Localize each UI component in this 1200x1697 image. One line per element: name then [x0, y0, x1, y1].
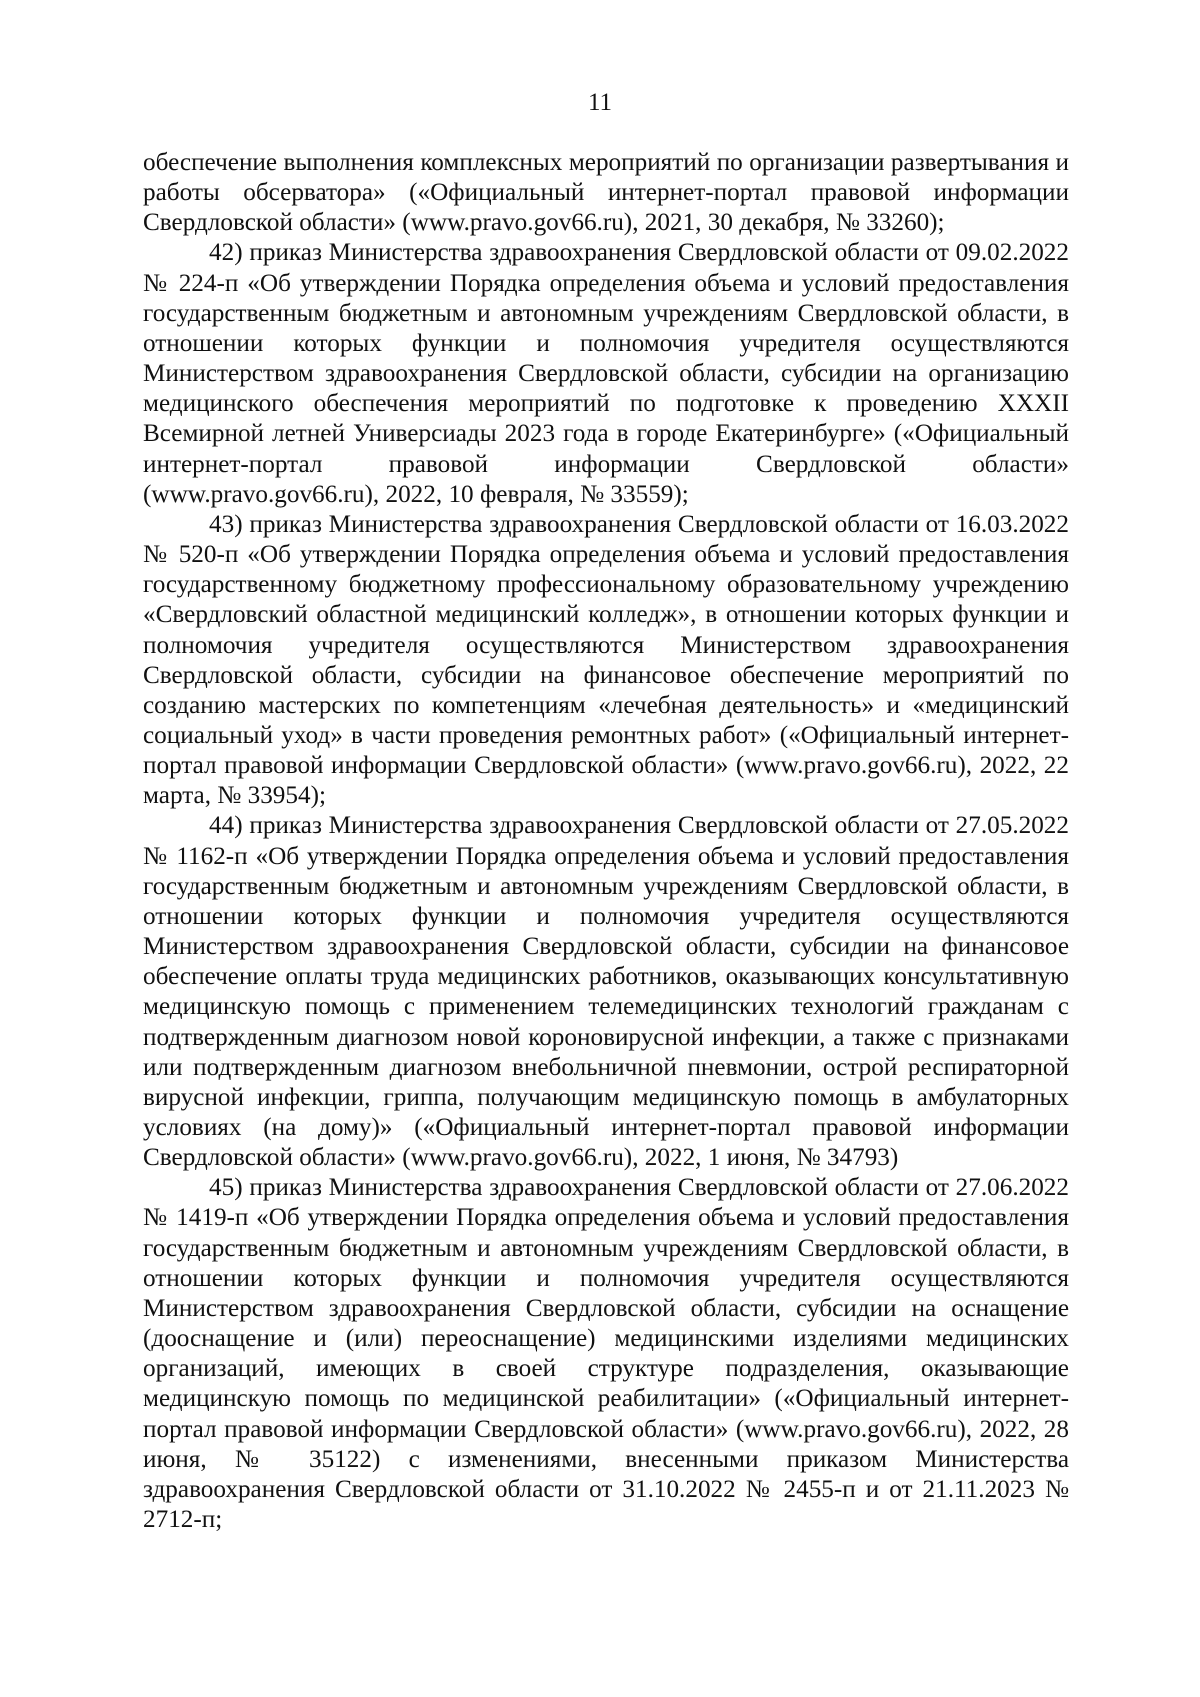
list-item-44: 44) приказ Министерства здравоохранения Свердловской области от 27.05.2022 № 1162-п «Об утверждении Порядка определения объема и условий предоставления государственным бюджетным и автономным учреждениям Свердловской области, в отношении которых функции и полномочия учредителя осуществляются Министерством здравоохранения Свердловской области, субсидии на финансовое обеспечение оплаты труда медицинских работников, оказывающих консультативную медицинскую помощь с применением телемедицинских технологий гражданам с подтвержденным диагнозом новой короновирусной инфекции, а также с признаками или подтвержденным диагнозом внебольничной пневмонии, острой респираторной вирусной инфекции, гриппа, получающим медицинскую помощь в амбулаторных условиях (на дому)» («Официальный интернет-портал правовой информации Свердловской области» (www.pravo.gov66.ru), 2022, 1 июня, № 34793) — [143, 812, 1069, 1172]
document-body — [143, 148, 1069, 1535]
list-item-45: 45) приказ Министерства здравоохранения Свердловской области от 27.06.2022 № 1419-п «Об утверждении Порядка определения объема и условий предоставления государственным бюджетным и автономным учреждениям Свердловской области, в отношении которых функции и полномочия учредителя осуществляются Министерством здравоохранения Свердловской области, субсидии на оснащение (дооснащение и (или) переоснащение) медицинскими изделиями медицинских организаций, имеющих в своей структуре подразделения, оказывающие медицинскую помощь по медицинской реабилитации» («Официальный интернет-портал правовой информации Свердловской области» (www.pravo.gov66.ru), 2022, 28 июня, № 35122) с изменениями, внесенными приказом Министерства здравоохранения Свердловской области от 31.10.2022 № 2455-п и от 21.11.2023 № 2712-п; — [143, 1174, 1069, 1534]
list-item-43: 43) приказ Министерства здравоохранения Свердловской области от 16.03.2022 № 520-п «Об утверждении Порядка определения объема и условий предоставления государственному бюджетному профессиональному образовательному учреждению «Свердловский областной медицинский колледж», в отношении которых функции и полномочия учредителя осуществляются Министерством здравоохранения Свердловской области, субсидии на финансовое обеспечение мероприятий по созданию мастерских по компетенциям «лечебная деятельность» и «медицинский социальный уход» в части проведения ремонтных работ» («Официальный интернет-портал правовой информации Свердловской области» (www.pravo.gov66.ru), 2022, 22 марта, № 33954); — [143, 510, 1069, 810]
page-number: 11 — [587, 89, 613, 116]
paragraph-continuation: обеспечение выполнения комплексных мероприятий по организации развертывания и работы обсерватора» («Официальный интернет-портал правовой информации Свердловской области» (www.pravo.gov66.ru), 2021, 30 декабря, № 33260); — [143, 149, 1069, 237]
list-item-42: 42) приказ Министерства здравоохранения Свердловской области от 09.02.2022 № 224-п «Об утверждении Порядка определения объема и условий предоставления государственным бюджетным и автономным учреждениям Свердловской области, в отношении которых функции и полномочия учредителя осуществляются Министерством здравоохранения Свердловской области, субсидии на организацию медицинского обеспечения мероприятий по подготовке к проведению XXXII Всемирной летней Универсиады 2023 года в городе Екатеринбурге» («Официальный интернет-портал правовой информации Свердловской области» (www.pravo.gov66.ru), 2022, 10 февраля, № 33559); — [143, 239, 1069, 508]
